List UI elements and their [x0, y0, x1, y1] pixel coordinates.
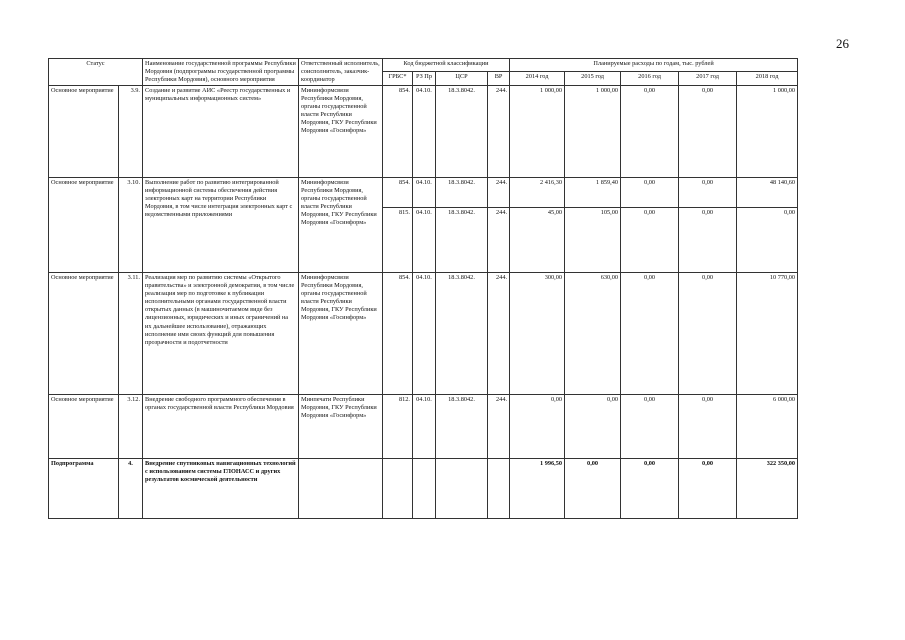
subprogram-2018: 322 350,00: [737, 458, 798, 518]
table-row: [49, 272, 798, 394]
row-2018: 48 140,60: [737, 177, 798, 207]
row-grbs: 854.: [383, 85, 413, 177]
row-responsible: Мининформсвязи Республики Мордовия, органы государственной власти Республики Мордовия, ГКУ Республики Мордовия «Госинформ»: [299, 272, 383, 394]
row-rz: 04.10.: [413, 207, 436, 272]
subprogram-grbs: [383, 458, 413, 518]
subprogram-status: Подпрограмма: [49, 458, 119, 518]
row-number: 3.10.: [119, 177, 143, 272]
row-responsible: Мининформсвязи Республики Мордовия, органы государственной власти Республики Мордовия, ГКУ Республики Мордовия «Госинформ»: [299, 85, 383, 177]
row-2017: 0,00: [679, 177, 737, 207]
subprogram-name: Внедрение спутниковых навигационных технологий с использованием системы ГЛОНАСС и других результатов космической деятельности: [143, 458, 299, 518]
row-grbs: 812.: [383, 394, 413, 458]
header-responsible: Ответственный исполнитель, соисполнитель, заказчик-координатор: [299, 59, 383, 86]
row-2016: 0,00: [621, 85, 679, 177]
subprogram-2017: 0,00: [679, 458, 737, 518]
row-name: Внедрение свободного программного обеспечения в органах государственной власти Республики Мордовия: [143, 394, 299, 458]
row-2014: 0,00: [510, 394, 565, 458]
table-header-row: [49, 59, 798, 72]
row-status: Основное мероприятие: [49, 394, 119, 458]
row-name: Реализация мер по развитию системы «Открытого правительства» и электронной демократии, в том числе реализация мер по подготовке к публикации исполнительными органами государственной власти открытых данных (в машиночитаемом виде без лицензионных, юридических и иных ограничений на их дальнейшее использование), отражающих исполнение ими своих функций для повышения прозрачности и подотчетности: [143, 272, 299, 394]
row-2017: 0,00: [679, 394, 737, 458]
row-2014: 45,00: [510, 207, 565, 272]
row-2016: 0,00: [621, 272, 679, 394]
row-responsible: Мининформсвязи Республики Мордовия, органы государственной власти Республики Мордовия, ГКУ Республики Мордовия «Госинформ»: [299, 177, 383, 272]
row-vr: 244.: [488, 177, 510, 207]
row-csr: 18.3.8042.: [436, 394, 488, 458]
row-2015: 630,00: [565, 272, 621, 394]
row-vr: 244.: [488, 207, 510, 272]
header-year-2016: 2016 год: [621, 72, 679, 85]
header-year-2017: 2017 год: [679, 72, 737, 85]
header-grbs: ГРБС*: [383, 72, 413, 85]
row-number: 3.9.: [119, 85, 143, 177]
subprogram-vr: [488, 458, 510, 518]
row-2016: 0,00: [621, 207, 679, 272]
expense-plan-table: [48, 58, 798, 519]
row-status: Основное мероприятие: [49, 85, 119, 177]
subprogram-responsible: [299, 458, 383, 518]
header-rz: РЗ Пр: [413, 72, 436, 85]
subprogram-row: [49, 458, 798, 518]
row-responsible: Минпечати Республики Мордовия, ГКУ Республики Мордовия «Госинформ»: [299, 394, 383, 458]
header-csr: ЦСР: [436, 72, 488, 85]
header-year-2014: 2014 год: [510, 72, 565, 85]
row-name: Выполнение работ по развитию интегрированной информационной системы обеспечения действия электронных карт на территории Республики Мордовия, в том числе интеграция электронных карт с ведомственными приложениями: [143, 177, 299, 272]
header-year-2015: 2015 год: [565, 72, 621, 85]
header-vr: ВР: [488, 72, 510, 85]
row-2017: 0,00: [679, 272, 737, 394]
row-rz: 04.10.: [413, 177, 436, 207]
row-vr: 244.: [488, 272, 510, 394]
row-number: 3.12.: [119, 394, 143, 458]
row-status: Основное мероприятие: [49, 177, 119, 272]
row-2015: 105,00: [565, 207, 621, 272]
row-rz: 04.10.: [413, 272, 436, 394]
subprogram-2015: 0,00: [565, 458, 621, 518]
row-grbs: 815.: [383, 207, 413, 272]
subprogram-number: 4.: [119, 458, 143, 518]
row-2018: 10 770,00: [737, 272, 798, 394]
subprogram-csr: [436, 458, 488, 518]
row-csr: 18.3.8042.: [436, 272, 488, 394]
row-2014: 1 000,00: [510, 85, 565, 177]
subprogram-2016: 0,00: [621, 458, 679, 518]
table-row: [49, 177, 798, 207]
row-2016: 0,00: [621, 177, 679, 207]
row-csr: 18.3.8042.: [436, 85, 488, 177]
row-2017: 0,00: [679, 85, 737, 177]
row-status: Основное мероприятие: [49, 272, 119, 394]
row-vr: 244.: [488, 85, 510, 177]
table-row: [49, 85, 798, 177]
row-rz: 04.10.: [413, 85, 436, 177]
header-year-2018: 2018 год: [737, 72, 798, 85]
row-2014: 2 416,30: [510, 177, 565, 207]
subprogram-2014: 1 996,50: [510, 458, 565, 518]
row-2018: 6 000,00: [737, 394, 798, 458]
row-2017: 0,00: [679, 207, 737, 272]
subprogram-rz: [413, 458, 436, 518]
row-vr: 244.: [488, 394, 510, 458]
row-2018: 1 000,00: [737, 85, 798, 177]
row-csr: 18.3.8042.: [436, 207, 488, 272]
page-number: 26: [836, 36, 849, 51]
row-2015: 1 000,00: [565, 85, 621, 177]
row-number: 3.11.: [119, 272, 143, 394]
header-expenses: Планируемые расходы по годам, тыс. рублей: [510, 59, 798, 72]
row-rz: 04.10.: [413, 394, 436, 458]
header-name: Наименование государственной программы Республики Мордовия (подпрограммы государственной программы Республики Мордовия), основного мероприятия: [143, 59, 299, 86]
row-2014: 300,00: [510, 272, 565, 394]
row-grbs: 854.: [383, 272, 413, 394]
row-2015: 1 859,40: [565, 177, 621, 207]
row-name: Создание и развитие АИС «Реестр государственных и муниципальных информационных систем»: [143, 85, 299, 177]
row-csr: 18.3.8042.: [436, 177, 488, 207]
row-2015: 0,00: [565, 394, 621, 458]
header-status: Статус: [49, 59, 143, 86]
row-2018: 0,00: [737, 207, 798, 272]
table-row: [49, 394, 798, 458]
row-2016: 0,00: [621, 394, 679, 458]
header-budget-code: Код бюджетной классификации: [383, 59, 510, 72]
row-grbs: 854.: [383, 177, 413, 207]
